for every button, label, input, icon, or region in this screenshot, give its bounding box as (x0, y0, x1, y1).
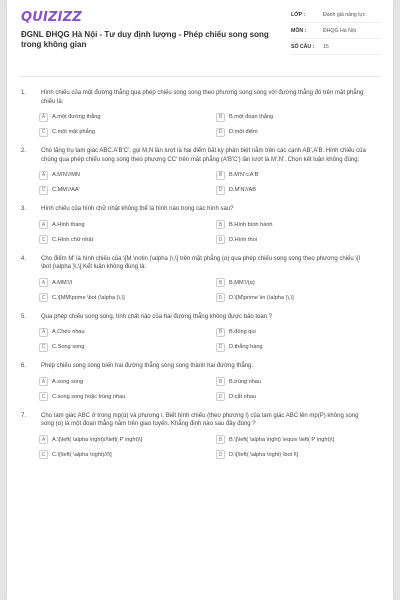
option-letter: A (39, 171, 48, 180)
option-text: C.MM'//AA' (52, 187, 80, 193)
option-letter: A (39, 220, 48, 229)
option-letter: A (39, 435, 48, 444)
option-b[interactable] (216, 170, 381, 180)
option-text: B.MM'//(α) (229, 279, 255, 286)
option-text: D.Hình thoi (229, 236, 257, 243)
meta-row-count (291, 44, 381, 55)
option-a[interactable] (39, 220, 204, 230)
option-text: B.đồng qui (229, 329, 256, 335)
option-b[interactable] (216, 112, 381, 122)
option-d[interactable] (216, 185, 381, 195)
option-letter: B (216, 171, 225, 180)
question-7 (19, 412, 381, 460)
option-text: D.\[\left( \alpha \right) \bot l\] (229, 451, 299, 458)
option-text: C.một mặt phẳng (52, 129, 95, 135)
worksheet-page (7, 0, 393, 600)
option-d[interactable] (216, 235, 381, 245)
option-letter: C (39, 128, 48, 137)
meta-label: LỚP : (291, 12, 306, 18)
question-text: Cho điểm M' là hình chiếu của \[M \notin (\alpha )\,\] trên mặt phẳng (α) qua phép chiếu song song theo phương chiếu \[l \bot (\alpha )\,\] Kết luận không đúng là: (41, 255, 361, 270)
meta-label: SỐ CÂU : (291, 44, 315, 50)
option-d[interactable] (216, 127, 381, 137)
question-list (19, 77, 381, 460)
question-1 (19, 89, 381, 137)
meta-value: ĐHQG Hà Nội (323, 28, 356, 34)
question-number: 7. (21, 412, 27, 419)
option-text: D.một điểm (229, 129, 258, 135)
question-text: Hình chiếu của một đường thẳng qua phép chiếu song song theo phương song song với đường thẳng đó trên mặt phẳng chiếu là: (41, 90, 364, 105)
option-d[interactable] (216, 342, 381, 352)
option-text: A.một đường thẳng (52, 114, 101, 120)
option-letter: C (39, 186, 48, 195)
option-letter: A (39, 377, 48, 386)
option-text: A.song song (52, 378, 84, 385)
option-c[interactable] (39, 127, 204, 137)
option-text: B.trùng nhau (229, 378, 262, 385)
question-text: Cho lăng trụ tam giác ABC.A'B'C', gọi M,N lần lượt là hai điểm bất kỳ phân biệt nằm trên các cạnh AB',A'B. Hình chiếu của chúng qua phép chiếu song song theo phương CC' trên mặt phẳng (A'B'C') lần lượt là M',N'. Chọn kết luận không đúng: (41, 148, 366, 163)
option-c[interactable] (39, 293, 204, 303)
question-2 (19, 147, 381, 195)
meta-label: MÔN : (291, 28, 307, 34)
option-text: A.\[\left( \alpha \right)//\left( P \right)\] (52, 436, 143, 443)
meta-value: 15 (323, 44, 329, 50)
question-number: 1. (21, 90, 27, 96)
option-d[interactable] (216, 392, 381, 402)
option-a[interactable] (39, 377, 204, 387)
option-letter: D (216, 128, 225, 137)
option-b[interactable] (216, 220, 381, 230)
option-a[interactable] (39, 435, 204, 445)
question-5 (19, 313, 381, 353)
option-a[interactable] (39, 170, 204, 180)
option-b[interactable] (216, 377, 381, 387)
option-text: C.\[\left( \alpha \right)//l\] (52, 451, 112, 458)
option-text: B.\[\left( \alpha \right) \equiv \left( P \right)\] (229, 436, 334, 443)
option-c[interactable] (39, 450, 204, 460)
question-6 (19, 362, 381, 402)
option-text: D.thẳng hàng (229, 344, 263, 350)
question-number: 4. (21, 255, 27, 262)
question-number: 6. (21, 363, 27, 369)
option-letter: C (39, 392, 48, 401)
option-letter: A (39, 278, 48, 287)
worksheet-title: ĐGNL ĐHQG Hà Nội - Tư duy định lượng - Phép chiếu song song trong không gian (21, 30, 269, 49)
option-letter: C (39, 293, 48, 302)
option-text: B.M'N'⊂A'B' (229, 172, 260, 178)
question-3 (19, 205, 381, 245)
question-number: 2. (21, 148, 27, 154)
option-b[interactable] (216, 435, 381, 445)
option-text: D.\[M\prime \in (\alpha )\,\] (229, 294, 294, 301)
option-letter: B (216, 377, 225, 386)
option-letter: A (39, 328, 48, 337)
option-letter: D (216, 392, 225, 401)
option-letter: C (39, 235, 48, 244)
option-letter: D (216, 343, 225, 352)
worksheet-meta (291, 12, 381, 60)
option-letter: D (216, 235, 225, 244)
option-text: C.song song hoặc trùng nhau (52, 393, 126, 400)
option-letter: C (39, 450, 48, 459)
option-text: C.Song song (52, 344, 85, 350)
option-a[interactable] (39, 327, 204, 337)
option-a[interactable] (39, 278, 204, 288)
option-text: D.M'N'//AB (229, 187, 256, 193)
option-letter: B (216, 220, 225, 229)
option-b[interactable] (216, 327, 381, 337)
option-c[interactable] (39, 235, 204, 245)
option-letter: D (216, 293, 225, 302)
question-4 (19, 255, 381, 303)
option-c[interactable] (39, 185, 204, 195)
option-letter: B (216, 278, 225, 287)
option-letter: D (216, 186, 225, 195)
option-letter: B (216, 328, 225, 337)
option-text: A.Hình thang (52, 221, 85, 228)
option-text: D.cắt nhau (229, 393, 257, 400)
option-letter: B (216, 435, 225, 444)
option-text: A.M'N'//MN (52, 172, 80, 178)
quizizz-logo: QUIZIZZ (21, 10, 82, 25)
meta-row-subject (291, 28, 381, 39)
option-a[interactable] (39, 112, 204, 122)
option-text: A.MM'//l (52, 279, 73, 286)
option-text: A.Chéo nhau (52, 329, 85, 335)
option-letter: D (216, 450, 225, 459)
question-number: 3. (21, 206, 27, 212)
option-letter: C (39, 343, 48, 352)
option-c[interactable] (39, 392, 204, 402)
option-text: B.một đoạn thẳng (229, 114, 274, 120)
meta-row-class (291, 12, 381, 23)
worksheet-header (19, 8, 381, 77)
option-text: C.Hình chữ nhật (52, 236, 94, 243)
question-text: Hình chiếu của hình chữ nhật không thể là hình nào trong các hình sau? (41, 206, 234, 212)
question-text: Qua phép chiếu song song, tính chất nào của hai đường thẳng không được bảo toàn ? (41, 313, 273, 320)
option-b[interactable] (216, 278, 381, 288)
option-letter: B (216, 113, 225, 122)
option-text: B.Hình bình hành (229, 221, 273, 228)
option-letter: A (39, 113, 48, 122)
option-c[interactable] (39, 342, 204, 352)
question-text: Phép chiếu song song biến hai đường thẳng song song thành hai đường thẳng: (41, 363, 254, 369)
option-d[interactable] (216, 293, 381, 303)
meta-value: Đánh giá năng lực (323, 12, 366, 18)
question-number: 5. (21, 313, 27, 320)
option-text: C.\[MM\prime \bot (\alpha )\,\] (52, 294, 125, 301)
option-d[interactable] (216, 450, 381, 460)
question-text: Cho tam giác ABC ở trong mp(α) và phương l. Biết hình chiếu (theo phương l) của tam giác ABC lên mp(P) không song song (α) là một đoạn thẳng nằm trên giao tuyến. Khẳng định nào sau đây đúng ? (41, 412, 359, 427)
